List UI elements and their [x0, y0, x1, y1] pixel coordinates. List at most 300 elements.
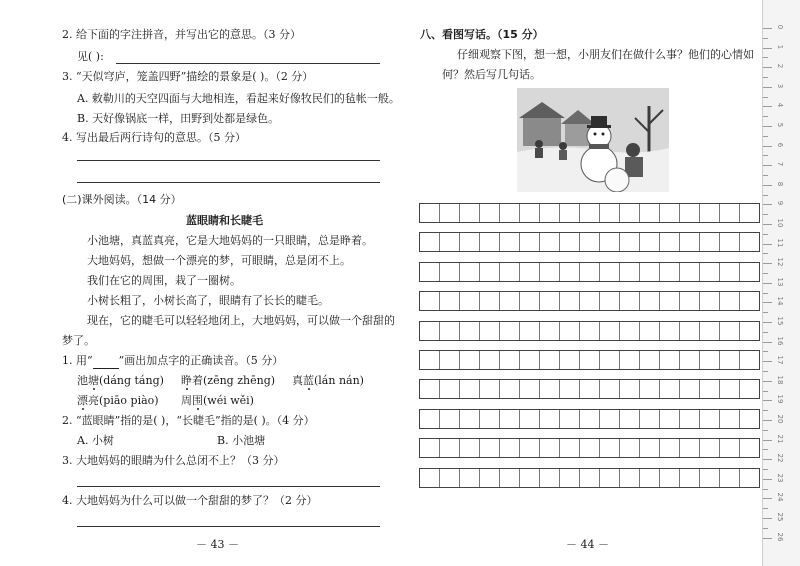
- ruler-label: 19: [776, 394, 784, 404]
- ruler-minor-tick: [763, 273, 768, 274]
- story-paragraph-5: 现在，它的睫毛可以轻轻地闭上，大地妈妈，可以做一个甜甜的: [87, 314, 395, 327]
- rq1-word-4-char-1: 漂: [77, 394, 88, 407]
- grid-cell[interactable]: [600, 292, 620, 310]
- grid-cell[interactable]: [660, 263, 680, 281]
- grid-cell[interactable]: [500, 410, 520, 428]
- grid-cell[interactable]: [640, 233, 660, 251]
- rq1-word-5-pinyin[interactable]: (wéi wěi): [203, 394, 254, 407]
- rq1-word-4-pinyin[interactable]: (piāo piào): [99, 394, 159, 407]
- grid-cell[interactable]: [580, 469, 600, 487]
- grid-cell[interactable]: [480, 380, 500, 398]
- grid-cell[interactable]: [540, 322, 560, 340]
- grid-cell[interactable]: [520, 469, 540, 487]
- grid-cell[interactable]: [700, 469, 720, 487]
- grid-cell[interactable]: [540, 439, 560, 457]
- grid-cell[interactable]: [520, 410, 540, 428]
- ruler-label: 24: [776, 492, 784, 502]
- grid-row[interactable]: [419, 379, 760, 399]
- ruler-minor-tick: [763, 195, 768, 196]
- ruler-label: 11: [776, 238, 784, 248]
- grid-cell[interactable]: [620, 322, 640, 340]
- grid-cell[interactable]: [480, 410, 500, 428]
- grid-cell[interactable]: [580, 439, 600, 457]
- ruler-label: 1: [776, 44, 784, 49]
- right-page: [400, 0, 760, 566]
- rq1-blank: [93, 354, 119, 369]
- ruler-minor-tick: [763, 57, 768, 58]
- ruler-major-tick: [763, 244, 772, 245]
- grid-cell[interactable]: [500, 469, 520, 487]
- reading-section-heading: (二)课外阅读。（14 分）: [62, 193, 182, 206]
- grid-row[interactable]: [419, 291, 760, 311]
- q4-answer-line-2[interactable]: [77, 182, 380, 183]
- ruler-minor-tick: [763, 449, 768, 450]
- grid-cell[interactable]: [620, 204, 640, 222]
- rq1-prompt: [62, 354, 283, 369]
- grid-cell[interactable]: [420, 292, 440, 310]
- rq4-answer-line[interactable]: [77, 526, 380, 527]
- grid-cell[interactable]: [560, 263, 580, 281]
- grid-cell[interactable]: [620, 380, 640, 398]
- grid-cell[interactable]: [440, 439, 460, 457]
- grid-cell[interactable]: [640, 439, 660, 457]
- grid-cell[interactable]: [560, 380, 580, 398]
- rq1-word-5[interactable]: [181, 394, 254, 408]
- grid-cell[interactable]: [540, 380, 560, 398]
- ruler-minor-tick: [763, 430, 768, 431]
- grid-cell[interactable]: [620, 263, 640, 281]
- grid-cell[interactable]: [580, 322, 600, 340]
- ruler-minor-tick: [763, 155, 768, 156]
- grid-cell[interactable]: [680, 469, 700, 487]
- story-title: 蓝眼睛和长睫毛: [186, 214, 263, 227]
- rq1-word-3[interactable]: [292, 374, 364, 388]
- grid-cell[interactable]: [480, 322, 500, 340]
- ruler-minor-tick: [763, 371, 768, 372]
- grid-cell[interactable]: [640, 469, 660, 487]
- ruler-minor-tick: [763, 312, 768, 313]
- grid-cell[interactable]: [620, 439, 640, 457]
- grid-cell[interactable]: [480, 469, 500, 487]
- ruler-label: 0: [776, 24, 784, 30]
- grid-cell[interactable]: [540, 204, 560, 222]
- grid-cell[interactable]: [520, 204, 540, 222]
- measuring-ruler: [762, 0, 800, 566]
- ruler-label: 2: [776, 63, 784, 69]
- ruler-label: 10: [776, 218, 784, 228]
- grid-cell[interactable]: [600, 233, 620, 251]
- grid-cell[interactable]: [420, 469, 440, 487]
- ruler-major-tick: [763, 381, 772, 382]
- grid-cell[interactable]: [640, 410, 660, 428]
- grid-cell[interactable]: [520, 439, 540, 457]
- grid-cell[interactable]: [660, 292, 680, 310]
- q3-option-a[interactable]: A. 敕勒川的天空四面与大地相连，看起来好像牧民们的毡帐一般。: [77, 92, 400, 105]
- ruler-major-tick: [763, 342, 772, 343]
- grid-cell[interactable]: [440, 263, 460, 281]
- grid-cell[interactable]: [440, 292, 460, 310]
- grid-cell[interactable]: [420, 439, 440, 457]
- rq1-word-2-pinyin[interactable]: (zēng zhēng): [203, 374, 276, 387]
- ruler-major-tick: [763, 400, 772, 401]
- grid-cell[interactable]: [440, 233, 460, 251]
- ruler-label: 7: [776, 161, 784, 167]
- ruler-minor-tick: [763, 175, 768, 176]
- ruler-minor-tick: [763, 489, 768, 490]
- q3-option-b[interactable]: B. 天好像锅底一样，田野到处都是绿色。: [77, 112, 280, 125]
- ruler-major-tick: [763, 146, 772, 147]
- grid-cell[interactable]: [600, 469, 620, 487]
- grid-cell[interactable]: [700, 204, 720, 222]
- ruler-minor-tick: [763, 391, 768, 392]
- grid-cell[interactable]: [680, 351, 700, 369]
- grid-cell[interactable]: [460, 204, 480, 222]
- grid-cell[interactable]: [620, 410, 640, 428]
- grid-cell[interactable]: [700, 439, 720, 457]
- grid-cell[interactable]: [460, 292, 480, 310]
- grid-cell[interactable]: [680, 410, 700, 428]
- q2-prompt: 2. 给下面的字注拼音，并写出它的意思。（3 分）: [62, 28, 301, 41]
- rq1-word-4-char-2: 亮: [88, 394, 99, 407]
- grid-cell[interactable]: [460, 233, 480, 251]
- grid-cell[interactable]: [600, 263, 620, 281]
- grid-cell[interactable]: [420, 263, 440, 281]
- grid-cell[interactable]: [460, 439, 480, 457]
- ruler-major-tick: [763, 87, 772, 88]
- grid-cell[interactable]: [620, 233, 640, 251]
- ruler-minor-tick: [763, 97, 768, 98]
- grid-cell[interactable]: [720, 410, 740, 428]
- grid-cell[interactable]: [540, 233, 560, 251]
- grid-cell[interactable]: [560, 439, 580, 457]
- rq1-word-4[interactable]: [77, 394, 159, 408]
- grid-cell[interactable]: [680, 233, 700, 251]
- page-number-right: － 44 －: [566, 538, 609, 551]
- grid-cell[interactable]: [440, 410, 460, 428]
- ruler-label: 5: [776, 122, 784, 128]
- rq1-word-5-char-2: 围: [192, 394, 203, 407]
- ruler-minor-tick: [763, 351, 768, 352]
- grid-cell[interactable]: [500, 322, 520, 340]
- grid-cell[interactable]: [700, 263, 720, 281]
- grid-cell[interactable]: [700, 233, 720, 251]
- grid-cell[interactable]: [560, 292, 580, 310]
- grid-cell[interactable]: [560, 233, 580, 251]
- rq1-word-3-char-1: 真: [292, 374, 303, 387]
- grid-cell[interactable]: [560, 204, 580, 222]
- ruler-label: 16: [776, 336, 784, 346]
- grid-cell[interactable]: [580, 263, 600, 281]
- grid-cell[interactable]: [600, 351, 620, 369]
- ruler-major-tick: [763, 420, 772, 421]
- grid-cell[interactable]: [700, 380, 720, 398]
- ruler-major-tick: [763, 459, 772, 460]
- grid-cell[interactable]: [560, 322, 580, 340]
- grid-cell[interactable]: [500, 351, 520, 369]
- ruler-label: 20: [776, 414, 784, 424]
- ruler-minor-tick: [763, 136, 768, 137]
- grid-cell[interactable]: [580, 204, 600, 222]
- grid-cell[interactable]: [420, 204, 440, 222]
- rq3-prompt: 3. 大地妈妈的眼睛为什么总闭不上？（3 分）: [62, 454, 285, 467]
- grid-cell[interactable]: [660, 439, 680, 457]
- grid-cell[interactable]: [520, 292, 540, 310]
- ruler-minor-tick: [763, 253, 768, 254]
- grid-cell[interactable]: [660, 322, 680, 340]
- grid-cell[interactable]: [440, 204, 460, 222]
- ruler-major-tick: [763, 67, 772, 68]
- ruler-label: 25: [776, 512, 784, 522]
- ruler-label: 21: [776, 434, 784, 444]
- rq1-word-1[interactable]: [77, 374, 164, 388]
- grid-cell[interactable]: [480, 204, 500, 222]
- grid-cell[interactable]: [520, 322, 540, 340]
- q4-answer-line-1[interactable]: [77, 160, 380, 161]
- ruler-major-tick: [763, 126, 772, 127]
- grid-cell[interactable]: [580, 380, 600, 398]
- ruler-label: 6: [776, 142, 784, 147]
- ruler-major-tick: [763, 48, 772, 49]
- rq2-option-b[interactable]: B. 小池塘: [217, 434, 266, 447]
- ruler-label: 23: [776, 473, 784, 483]
- grid-cell[interactable]: [640, 292, 660, 310]
- ruler-label: 9: [776, 201, 784, 206]
- ruler-major-tick: [763, 204, 772, 205]
- ruler-minor-tick: [763, 293, 768, 294]
- grid-row[interactable]: [419, 409, 760, 429]
- grid-cell[interactable]: [500, 263, 520, 281]
- grid-cell[interactable]: [680, 263, 700, 281]
- grid-cell[interactable]: [500, 204, 520, 222]
- grid-cell[interactable]: [620, 292, 640, 310]
- grid-cell[interactable]: [540, 351, 560, 369]
- ruler-label: 8: [776, 181, 784, 187]
- ruler-major-tick: [763, 106, 772, 107]
- q4-prompt: 4. 写出最后两行诗句的意思。（5 分）: [62, 131, 246, 144]
- grid-cell[interactable]: [600, 410, 620, 428]
- rq2-prompt: 2. “蓝眼睛”指的是( )，“长睫毛”指的是( )。（4 分）: [62, 414, 315, 427]
- grid-cell[interactable]: [660, 233, 680, 251]
- grid-cell[interactable]: [520, 380, 540, 398]
- story-paragraph-3: 我们在它的周围，栽了一圈树。: [87, 274, 241, 287]
- ruler-label: 4: [776, 103, 784, 108]
- grid-cell[interactable]: [500, 233, 520, 251]
- grid-cell[interactable]: [480, 439, 500, 457]
- grid-cell[interactable]: [640, 351, 660, 369]
- grid-cell[interactable]: [600, 322, 620, 340]
- rq1-word-5-char-1: 周: [181, 394, 192, 407]
- grid-cell[interactable]: [660, 380, 680, 398]
- grid-cell[interactable]: [460, 263, 480, 281]
- grid-cell[interactable]: [700, 351, 720, 369]
- grid-cell[interactable]: [420, 351, 440, 369]
- grid-cell[interactable]: [420, 410, 440, 428]
- grid-cell[interactable]: [440, 380, 460, 398]
- story-paragraph-4: 小树长粗了，小树长高了，眼睛有了长长的睫毛。: [87, 294, 329, 307]
- grid-cell[interactable]: [460, 380, 480, 398]
- ruler-minor-tick: [763, 214, 768, 215]
- picture-writing-heading: 八、看图写话。（15 分）: [420, 28, 544, 41]
- grid-cell[interactable]: [700, 410, 720, 428]
- picture-writing-prompt-1: 仔细观察下图，想一想，小朋友们在做什么事？他们的心情如: [457, 48, 754, 61]
- ruler-minor-tick: [763, 332, 768, 333]
- grid-cell[interactable]: [500, 380, 520, 398]
- rq1-word-1-char-2: 塘: [88, 374, 99, 387]
- rq1-word-2[interactable]: [181, 374, 275, 388]
- grid-cell[interactable]: [720, 469, 740, 487]
- grid-cell[interactable]: [720, 322, 740, 340]
- grid-cell[interactable]: [560, 351, 580, 369]
- rq1-word-2-char-1: 睁: [181, 374, 192, 387]
- q2-answer-line[interactable]: [116, 63, 380, 64]
- grid-cell[interactable]: [660, 204, 680, 222]
- ruler-major-tick: [763, 263, 772, 264]
- grid-cell[interactable]: [460, 322, 480, 340]
- grid-cell[interactable]: [720, 351, 740, 369]
- grid-cell[interactable]: [660, 469, 680, 487]
- grid-cell[interactable]: [520, 233, 540, 251]
- ruler-minor-tick: [763, 77, 768, 78]
- grid-cell[interactable]: [480, 351, 500, 369]
- grid-cell[interactable]: [720, 292, 740, 310]
- ruler-label: 18: [776, 375, 784, 385]
- grid-cell[interactable]: [440, 322, 460, 340]
- rq2-option-a[interactable]: A. 小树: [77, 434, 114, 447]
- grid-cell[interactable]: [600, 439, 620, 457]
- grid-row[interactable]: [419, 203, 760, 223]
- grid-cell[interactable]: [700, 322, 720, 340]
- grid-cell[interactable]: [440, 351, 460, 369]
- ruler-label: 14: [776, 296, 784, 306]
- rq1-prompt-post: ”画出加点字的正确读音。（5 分）: [118, 354, 284, 367]
- ruler-minor-tick: [763, 38, 768, 39]
- grid-cell[interactable]: [420, 380, 440, 398]
- grid-cell[interactable]: [680, 439, 700, 457]
- ruler-major-tick: [763, 185, 772, 186]
- rq1-word-3-char-2: 蓝: [303, 374, 314, 387]
- grid-cell[interactable]: [480, 263, 500, 281]
- grid-cell[interactable]: [420, 233, 440, 251]
- grid-cell[interactable]: [640, 322, 660, 340]
- ruler-minor-tick: [763, 508, 768, 509]
- rq1-word-1-char-1: 池: [77, 374, 88, 387]
- ruler-major-tick: [763, 479, 772, 480]
- grid-cell[interactable]: [720, 380, 740, 398]
- grid-cell[interactable]: [700, 292, 720, 310]
- grid-cell[interactable]: [420, 322, 440, 340]
- grid-cell[interactable]: [480, 233, 500, 251]
- grid-cell[interactable]: [580, 410, 600, 428]
- grid-cell[interactable]: [620, 351, 640, 369]
- grid-cell[interactable]: [660, 410, 680, 428]
- ruler-minor-tick: [763, 234, 768, 235]
- grid-cell[interactable]: [440, 469, 460, 487]
- grid-cell[interactable]: [720, 233, 740, 251]
- ruler-major-tick: [763, 498, 772, 499]
- story-paragraph-2: 大地妈妈，想做一个漂亮的梦，可眼睛，总是闭不上。: [87, 254, 351, 267]
- grid-cell[interactable]: [540, 292, 560, 310]
- q2-sub: 见( ):: [77, 50, 104, 63]
- ruler-label: 12: [776, 257, 784, 267]
- grid-cell[interactable]: [560, 410, 580, 428]
- ruler-major-tick: [763, 224, 772, 225]
- grid-cell[interactable]: [680, 204, 700, 222]
- page-number-left: － 43 －: [196, 538, 239, 551]
- rq3-answer-line[interactable]: [77, 486, 380, 487]
- grid-cell[interactable]: [540, 469, 560, 487]
- snowman-scene-icon: [517, 88, 669, 192]
- grid-cell[interactable]: [580, 292, 600, 310]
- grid-cell[interactable]: [640, 380, 660, 398]
- ruler-major-tick: [763, 165, 772, 166]
- rq4-prompt: 4. 大地妈妈为什么可以做一个甜甜的梦了？（2 分）: [62, 494, 318, 507]
- grid-cell[interactable]: [720, 263, 740, 281]
- grid-cell[interactable]: [680, 322, 700, 340]
- ruler-minor-tick: [763, 469, 768, 470]
- rq1-prompt-pre: 1. 用“: [62, 354, 93, 367]
- ruler-minor-tick: [763, 410, 768, 411]
- ruler-label: 22: [776, 453, 784, 463]
- ruler-major-tick: [763, 28, 772, 29]
- picture-writing-prompt-2: 何？然后写几句话。: [442, 68, 541, 81]
- grid-cell[interactable]: [720, 439, 740, 457]
- grid-cell[interactable]: [520, 351, 540, 369]
- ruler-label: 3: [776, 83, 784, 89]
- grid-cell[interactable]: [640, 263, 660, 281]
- grid-cell[interactable]: [680, 380, 700, 398]
- grid-cell[interactable]: [680, 292, 700, 310]
- grid-row[interactable]: [419, 350, 760, 370]
- ruler-major-tick: [763, 440, 772, 441]
- grid-cell[interactable]: [460, 410, 480, 428]
- grid-cell[interactable]: [640, 204, 660, 222]
- grid-cell[interactable]: [540, 410, 560, 428]
- grid-row[interactable]: [419, 468, 760, 488]
- grid-row[interactable]: [419, 321, 760, 341]
- grid-cell[interactable]: [540, 263, 560, 281]
- grid-row[interactable]: [419, 232, 760, 252]
- grid-cell[interactable]: [600, 204, 620, 222]
- grid-cell[interactable]: [600, 380, 620, 398]
- rq1-word-3-pinyin[interactable]: (lán nán): [314, 374, 364, 387]
- grid-cell[interactable]: [560, 469, 580, 487]
- ruler-major-tick: [763, 302, 772, 303]
- grid-cell[interactable]: [720, 204, 740, 222]
- grid-cell[interactable]: [580, 351, 600, 369]
- ruler-major-tick: [763, 361, 772, 362]
- rq1-word-2-char-2: 着: [192, 374, 203, 387]
- ruler-minor-tick: [763, 528, 768, 529]
- grid-cell[interactable]: [520, 263, 540, 281]
- grid-row[interactable]: [419, 438, 760, 458]
- grid-cell[interactable]: [620, 469, 640, 487]
- grid-cell[interactable]: [500, 292, 520, 310]
- snowman-illustration: [517, 88, 669, 192]
- ruler-major-tick: [763, 518, 772, 519]
- grid-cell[interactable]: [500, 439, 520, 457]
- grid-cell[interactable]: [660, 351, 680, 369]
- ruler-major-tick: [763, 283, 772, 284]
- ruler-label: 17: [776, 355, 784, 365]
- rq1-word-1-pinyin[interactable]: (dáng táng): [99, 374, 164, 387]
- q3-prompt: 3. “天似穹庐，笼盖四野”描绘的景象是( )。（2 分）: [62, 70, 314, 83]
- grid-row[interactable]: [419, 262, 760, 282]
- grid-cell[interactable]: [580, 233, 600, 251]
- grid-cell[interactable]: [460, 351, 480, 369]
- grid-cell[interactable]: [460, 469, 480, 487]
- grid-cell[interactable]: [480, 292, 500, 310]
- ruler-label: 26: [776, 532, 784, 542]
